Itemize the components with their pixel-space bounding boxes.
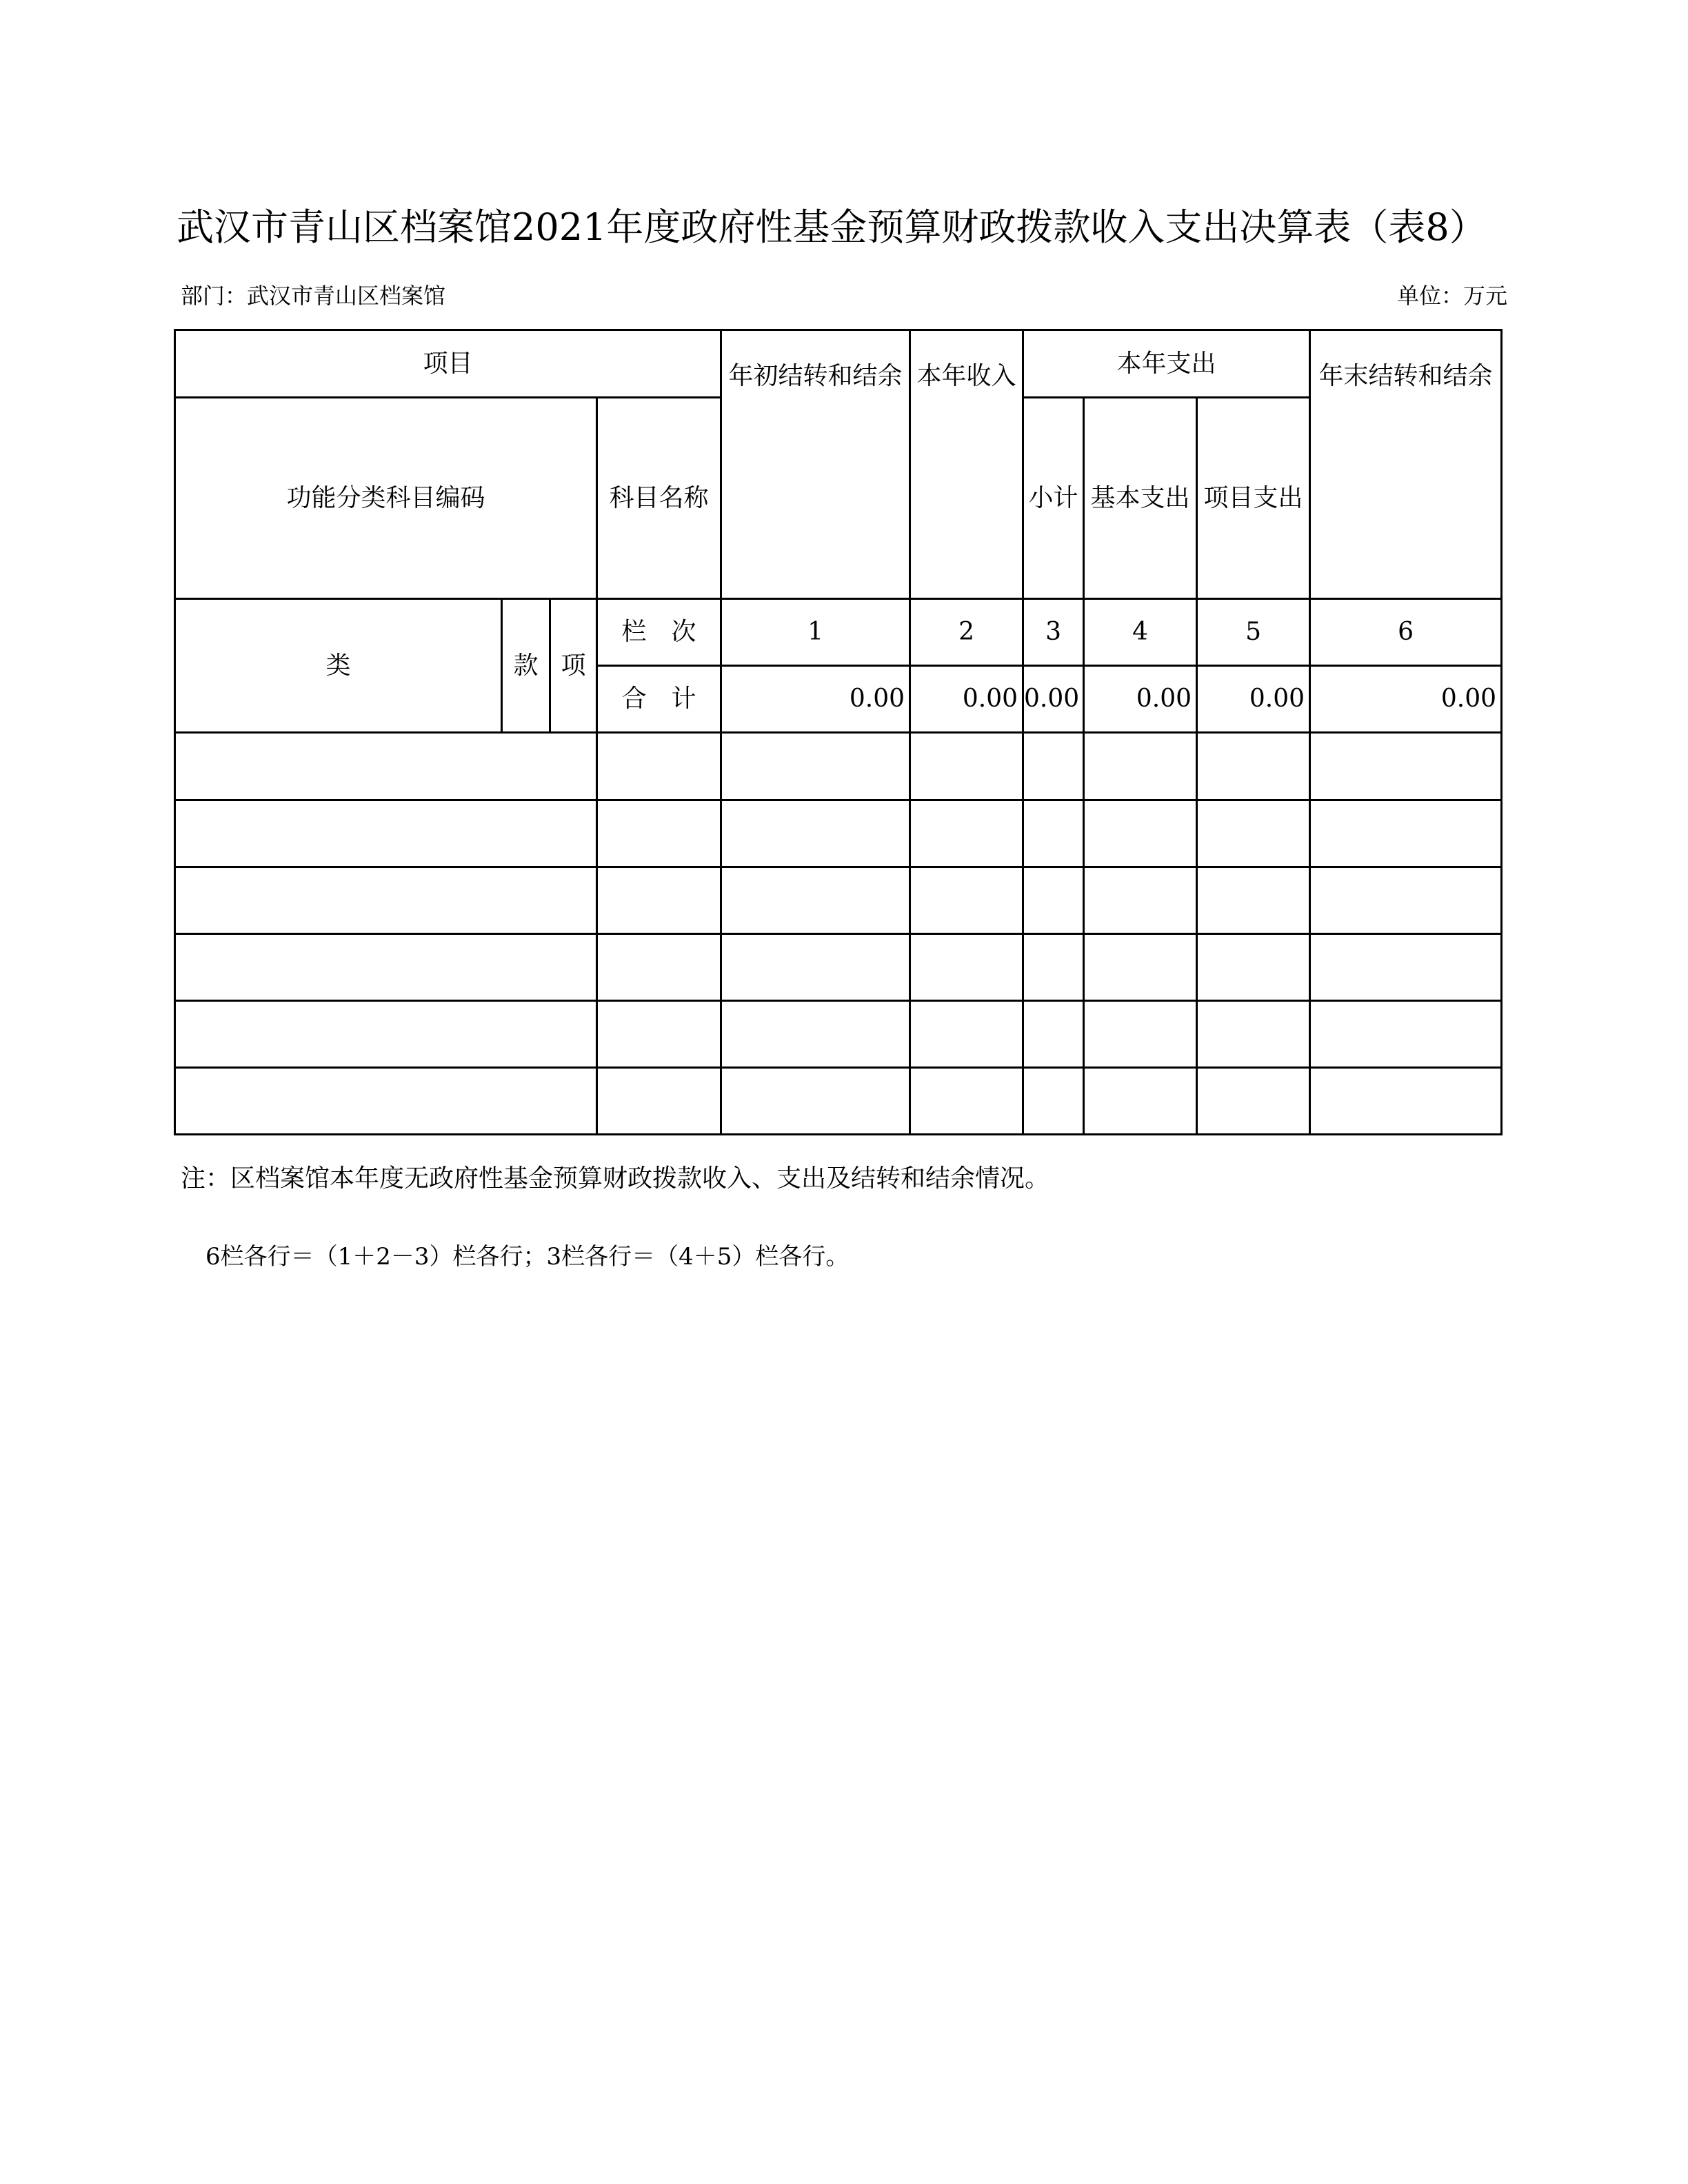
unit-label: 单位：万元 [1396, 283, 1507, 309]
table-cell [721, 733, 910, 800]
column-no-label: 栏 次 [597, 599, 721, 666]
table-cell [910, 1067, 1023, 1134]
table-row [175, 1067, 1502, 1134]
xiang-header: 项 [550, 599, 597, 733]
table-cell [1084, 1000, 1197, 1067]
lei-header: 类 [175, 599, 502, 733]
column-number: 4 [1084, 599, 1197, 666]
table-cell [1310, 733, 1502, 800]
department-label: 部门：武汉市青山区档案馆 [181, 283, 446, 309]
page-title: 武汉市青山区档案馆2021年度政府性基金预算财政拨款收入支出决算表（表8） [177, 205, 1487, 249]
kuan-header: 款 [502, 599, 550, 733]
note-text: 注：区档案馆本年度无政府性基金预算财政拨款收入、支出及结转和结余情况。 [181, 1164, 1050, 1193]
table-cell [175, 933, 597, 1000]
table-cell [721, 867, 910, 933]
table-cell [175, 1000, 597, 1067]
table-cell [1197, 867, 1310, 933]
table-cell [1084, 933, 1197, 1000]
table-row [175, 867, 1502, 933]
total-value: 0.00 [910, 666, 1023, 733]
project-expense-header: 项目支出 [1197, 398, 1310, 599]
table-row [175, 1000, 1502, 1067]
table-cell [597, 867, 721, 933]
total-value: 0.00 [1084, 666, 1197, 733]
header-row-1 [175, 330, 1502, 398]
table-cell [1310, 1000, 1502, 1067]
begin-balance-header: 年初结转和结余 [721, 330, 910, 599]
table-cell [1197, 800, 1310, 867]
column-number: 2 [910, 599, 1023, 666]
table-cell [1023, 733, 1084, 800]
end-balance-header: 年末结转和结余 [1310, 330, 1502, 599]
table-cell [175, 800, 597, 867]
table-row [175, 933, 1502, 1000]
table-cell [1197, 733, 1310, 800]
table-cell [910, 867, 1023, 933]
table-cell [1310, 800, 1502, 867]
func-code-header: 功能分类科目编码 [175, 398, 597, 599]
table-cell [1084, 867, 1197, 933]
table-row [175, 733, 1502, 800]
table-cell [1197, 1000, 1310, 1067]
table-cell [1197, 933, 1310, 1000]
total-value: 0.00 [1310, 666, 1502, 733]
formula-text: 6栏各行＝（1＋2－3）栏各行；3栏各行＝（4＋5）栏各行。 [205, 1243, 850, 1271]
table-cell [597, 1067, 721, 1134]
table-cell [910, 733, 1023, 800]
basic-expense-header: 基本支出 [1084, 398, 1197, 599]
table-cell [597, 733, 721, 800]
table-cell [1023, 1000, 1084, 1067]
budget-table [174, 329, 1503, 1135]
table-cell [910, 933, 1023, 1000]
table-cell [1310, 1067, 1502, 1134]
column-number: 6 [1310, 599, 1502, 666]
table-cell [175, 867, 597, 933]
table-cell [597, 1000, 721, 1067]
subtotal-header: 小计 [1023, 398, 1084, 599]
total-value: 0.00 [1197, 666, 1310, 733]
table-cell [1023, 867, 1084, 933]
item-header: 项目 [175, 330, 721, 398]
table-cell [597, 933, 721, 1000]
column-number: 1 [721, 599, 910, 666]
table-cell [1023, 1067, 1084, 1134]
table-cell [175, 733, 597, 800]
table-cell [1197, 1067, 1310, 1134]
income-header: 本年收入 [910, 330, 1023, 599]
subject-name-header: 科目名称 [597, 398, 721, 599]
table-cell [910, 800, 1023, 867]
table-cell [721, 1067, 910, 1134]
table-cell [721, 933, 910, 1000]
table-cell [1310, 867, 1502, 933]
table-cell [1023, 800, 1084, 867]
column-number: 5 [1197, 599, 1310, 666]
total-label: 合 计 [597, 666, 721, 733]
table-cell [1084, 1067, 1197, 1134]
table-cell [1023, 933, 1084, 1000]
expense-header: 本年支出 [1023, 330, 1310, 398]
column-number: 3 [1023, 599, 1084, 666]
column-number-row [175, 599, 1502, 666]
table-cell [1084, 733, 1197, 800]
total-value: 0.00 [1023, 666, 1084, 733]
table-cell [721, 1000, 910, 1067]
table-cell [597, 800, 721, 867]
table-cell [1310, 933, 1502, 1000]
table-cell [1084, 800, 1197, 867]
table-row [175, 800, 1502, 867]
table-cell [721, 800, 910, 867]
table-cell [175, 1067, 597, 1134]
total-value: 0.00 [721, 666, 910, 733]
table-cell [910, 1000, 1023, 1067]
